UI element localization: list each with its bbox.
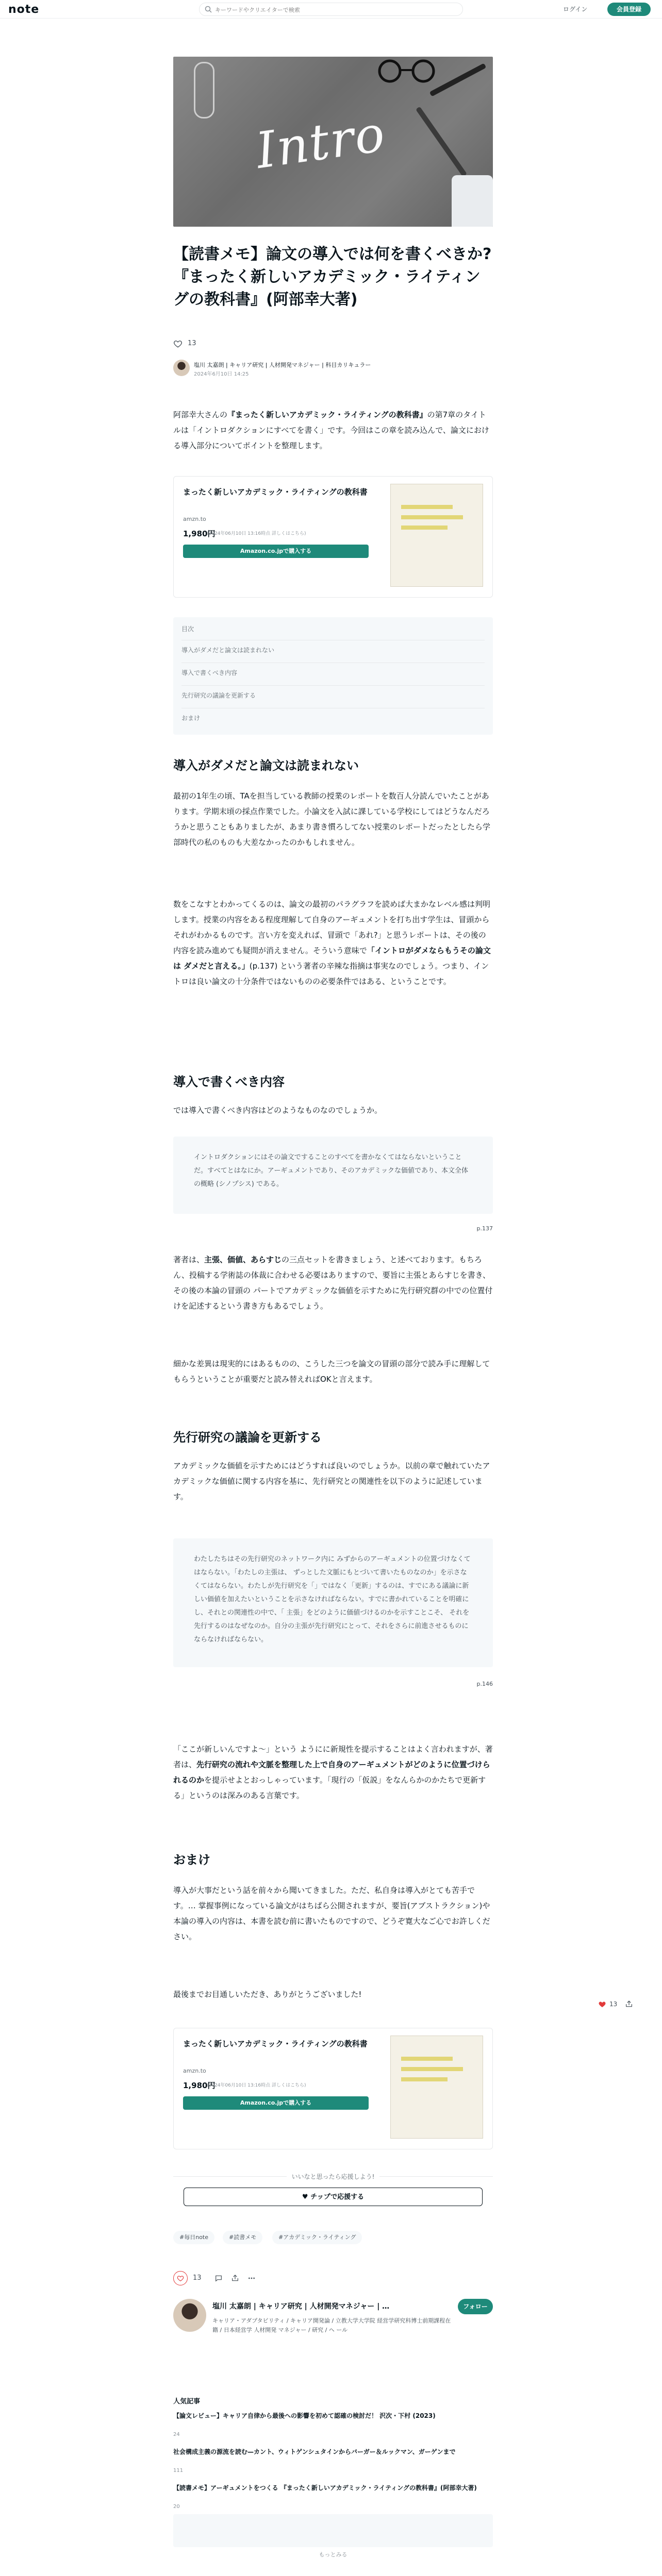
author-name[interactable]: 塩川 太嘉朗 | キャリア研究 | 人材開発マネジャー | … [212, 2302, 390, 2311]
like-count: 13 [188, 340, 196, 347]
avatar[interactable] [173, 360, 190, 376]
tag-chip[interactable]: #読書メモ [223, 2231, 262, 2244]
hero-title-text: Intro [252, 105, 389, 180]
article-title: 【読書メモ】論文の導入では何を書くべきか?『まったく新しいアカデミック・ライティングの教科書』(阿部幸大著) [173, 245, 492, 309]
quote-text: わたしたちはその先行研究のネットワーク内に みずからのアーギュメントの位置づけなくてはならない。「わたしの主張は、 ずっとした文脈にもとづいて書いたものなのか」を示さなくてはならない。わたしが先行研究を「」ではなく「更新」するのは、すでにある議論に新しい価値を加えたいということを示さなければならない。すでに書かれていることを明確にし、それとの関連性の中で、「 主張」をどのように価値づけるのかを示すことこそ、 それを先行するのはなぜなのか。自分の主張が先行研究にとって、それをさらに前進させるものにならなければならない。 [194, 1555, 471, 1643]
popular-like-count: 24 [173, 2432, 180, 2437]
section-paragraph: 導入が大事だという話を前々から聞いてきました。ただ、私自身は導入がとても苦手です。… 掌握事例になっている論文がはちばら公開されますが、要旨(アブストラクション)や本論の導入の内容は、本書を読む前に書いたものですので、どうぞ寛大なご心でお許しください。 [173, 1886, 490, 1941]
search-input[interactable] [215, 5, 457, 14]
embed-price: 1,980円 [183, 2081, 216, 2090]
publish-date: 2024年6月10日 14:25 [194, 371, 249, 377]
section-paragraph: 最初の1年生の頃、TAを担当している教師の授業のレポートを数百人分読んでいたことがあります。学期末頃の採点作業でした。小論文を入試に課している学校にしてはどうなんだろうかと思うこともありましたが、あまり書き慣ろしてない授業のレポートだったとしたら学部時代の私のものも大差なかったのかもしれません。 [173, 791, 491, 847]
popular-article[interactable]: 【論文レビュー】キャリア自律から最後への影響を初めて認確の検討だ！ 沢次・下村 (2023) [173, 2412, 436, 2419]
blockquote [173, 1538, 493, 1667]
section-paragraph: 細かな差異は現実的にはあるものの、こうした三つを論文の冒頭の部分で読み手に理解してもらうということが重要だと読み替えればOKと言えます。 [173, 1359, 490, 1384]
section-paragraph: では導入で書くべき内容はどのようなものなのでしょうか。 [173, 1106, 383, 1115]
share-icon[interactable] [231, 2274, 239, 2282]
embed-title[interactable]: まったく新しいアカデミック・ライティングの教科書 [183, 487, 368, 497]
popular-article[interactable]: 社会構成主義の源流を読む—カント、ウィトゲンシュタインからバーガー＆ルックマン、ガーゲンまで [173, 2448, 456, 2455]
embed-title[interactable]: まったく新しいアカデミック・ライティングの教科書 [183, 2039, 368, 2048]
like-button[interactable] [173, 2271, 188, 2285]
toc-item[interactable]: 導入がダメだと論文は読まれない [181, 640, 485, 654]
support-text: いいなと思ったら応援しよう! [173, 2172, 493, 2181]
toc-item[interactable]: 先行研究の議論を更新する [181, 685, 485, 700]
heart-icon[interactable] [173, 339, 183, 348]
paperclip-graphic [194, 62, 214, 118]
section-heading: 導入がダメだと論文は読まれない [173, 758, 359, 773]
more-icon[interactable] [247, 2274, 256, 2282]
like-count: 13 [193, 2274, 202, 2282]
top-navigation-bar [0, 0, 662, 19]
tip-button[interactable]: ♥ チップで応援する [184, 2188, 483, 2206]
embed-price-note: (2024年06月10日 13:16時点 詳しくはこちら) [207, 531, 306, 536]
toc-item[interactable]: おまけ [181, 708, 485, 722]
author-bio: キャリア・アダプタビリティ / キャリア開発論 / 立教大学大学院 経営学研究科博士前期課程在籍 / 日本経営学 人材開発 マネジャー / 研究 / ヘ ール [212, 2317, 451, 2333]
amazon-embed-card[interactable] [173, 2028, 493, 2149]
quote-citation: p.146 [476, 1681, 493, 1687]
share-icon[interactable] [625, 2000, 633, 2008]
popular-placeholder [173, 2514, 493, 2547]
section-paragraph: 最後までお目通しいただき、ありがとうございました! [173, 1990, 362, 1999]
login-link[interactable]: ログイン [563, 6, 588, 13]
popular-like-count: 20 [173, 2504, 180, 2510]
section-heading: 導入で書くべき内容 [173, 1075, 285, 1089]
glasses-graphic [369, 59, 446, 83]
embed-site: amzn.to [183, 516, 206, 522]
follow-button[interactable]: フォロー [458, 2299, 493, 2314]
amazon-buy-button[interactable]: Amazon.co.jpで購入する [183, 2096, 369, 2110]
floating-like-area [598, 2000, 650, 2010]
note-logo[interactable]: note [8, 3, 40, 16]
register-button[interactable]: 会員登録 [607, 3, 651, 16]
support-section [173, 2172, 493, 2218]
tag-chip[interactable]: #アカデミック・ライティング [272, 2231, 362, 2244]
book-cover-image[interactable] [390, 484, 483, 587]
amazon-embed-card[interactable] [173, 476, 493, 598]
like-count: 13 [609, 2001, 618, 2008]
tag-list [173, 2231, 493, 2246]
search-box[interactable] [199, 3, 463, 16]
pencil-graphic [416, 107, 467, 177]
toc-heading[interactable]: 目次 [181, 625, 194, 633]
heart-icon [177, 2275, 184, 2282]
intro-paragraph: 阿部幸大さんの『まったく新しいアカデミック・ライティングの教科書』の第7章のタイトルは「イントロダクションにすべてを書く」です。今回はこの章を読み込んで、論文における導入部分についてポイントを整理します。 [173, 410, 489, 450]
cup-graphic [452, 175, 493, 227]
embed-price-note: (2024年06月10日 13:16時点 詳しくはこちら) [207, 2083, 306, 2088]
popular-article[interactable]: 【読書メモ】アーギュメントをつくる 『まったく新しいアカデミック・ライティングの教科書』(阿部幸大著) [173, 2484, 477, 2492]
section-paragraph: 数をこなすとわかってくるのは、論文の最初のパラグラフを読めば大まかなレベル感は判明します。授業の内容をある程度理解して自身のアーギュメントを打ち出す学生は、冒頭から それがわかるものです。言い方を変えれば、冒頭で「あれ?」と思うレポートは、その後の内容を読み進めても疑問が消えません。そういう意味で「イントロがダメならもうその論文は ダメだと言える。」(p.137) という著者の辛辣な指摘は事実なのでしょう。つまり、イントロは良い論文の十分条件ではないものの必要条件ではある、ということです。 [173, 900, 491, 986]
heart-icon[interactable] [598, 2000, 606, 2008]
section-heading: 先行研究の議論を更新する [173, 1430, 322, 1445]
book-cover-image[interactable] [390, 2036, 483, 2139]
author-name[interactable]: 塩川 太嘉朗 | キャリア研究 | 人材開発マネジャー | 科目カリキュラー [194, 362, 371, 368]
table-of-contents [173, 617, 493, 735]
blockquote [173, 1137, 493, 1214]
article-actions [173, 2271, 493, 2285]
like-area-top [173, 338, 493, 350]
more-link[interactable]: もっとみる [319, 2551, 347, 2558]
tag-chip[interactable]: #毎日note [173, 2231, 214, 2244]
embed-price: 1,980円 [183, 529, 216, 538]
embed-site: amzn.to [183, 2067, 206, 2074]
tip-icon: ♥ [302, 2193, 311, 2201]
quote-text: イントロダクションにはその論文ですることのすべてを書かなくてはならないということだ。すべてとはなにか。アーギュメントであり、そのアカデミックな価値であり、本文全体の概略 (シノプシス) である。 [194, 1154, 468, 1188]
section-paragraph: 「ここが新しいんですよ～」という ようにに新規性を提示することはよく言われますが、著者は、先行研究の流れや文脈を整理した上で自身のアーギュメントがどのように位置づけられるのかを提示せよとおっしゃっています。「現行の「仮説」をなんらかのかたちで更新する」というのは深みのある言葉です。 [173, 1744, 493, 1800]
section-heading: おまけ [173, 1853, 210, 1867]
author-profile-card [173, 2299, 493, 2376]
search-icon [205, 6, 212, 13]
amazon-buy-button[interactable]: Amazon.co.jpで購入する [183, 545, 369, 558]
popular-like-count: 111 [173, 2468, 184, 2473]
section-paragraph: 著者は、主張、価値、あらすじの三点セットを書きましょう、と述べております。もちろん、投稿する学術誌の体裁に合わせる必要はありますので、要旨に主張とあらすじを書き、その後の本論の冒頭の パートでアカデミックな価値を示すために先行研究群の中での位置付けを記述するという書き方もあるでしょう。 [173, 1255, 493, 1311]
author-row[interactable] [173, 360, 493, 379]
section-paragraph: アカデミックな価値を示すためにはどうすれば良いのでしょうか。以前の章で触れていたアカデミックな価値に関する内容を基に、先行研究との関連性を以下のように記述しています。 [173, 1461, 490, 1501]
popular-label: 人気記事 [173, 2398, 201, 2405]
comment-icon[interactable] [214, 2274, 223, 2282]
hero-image [173, 57, 493, 227]
avatar[interactable] [173, 2299, 206, 2332]
toc-item[interactable]: 導入で書くべき内容 [181, 663, 485, 677]
quote-citation: p.137 [476, 1225, 493, 1232]
